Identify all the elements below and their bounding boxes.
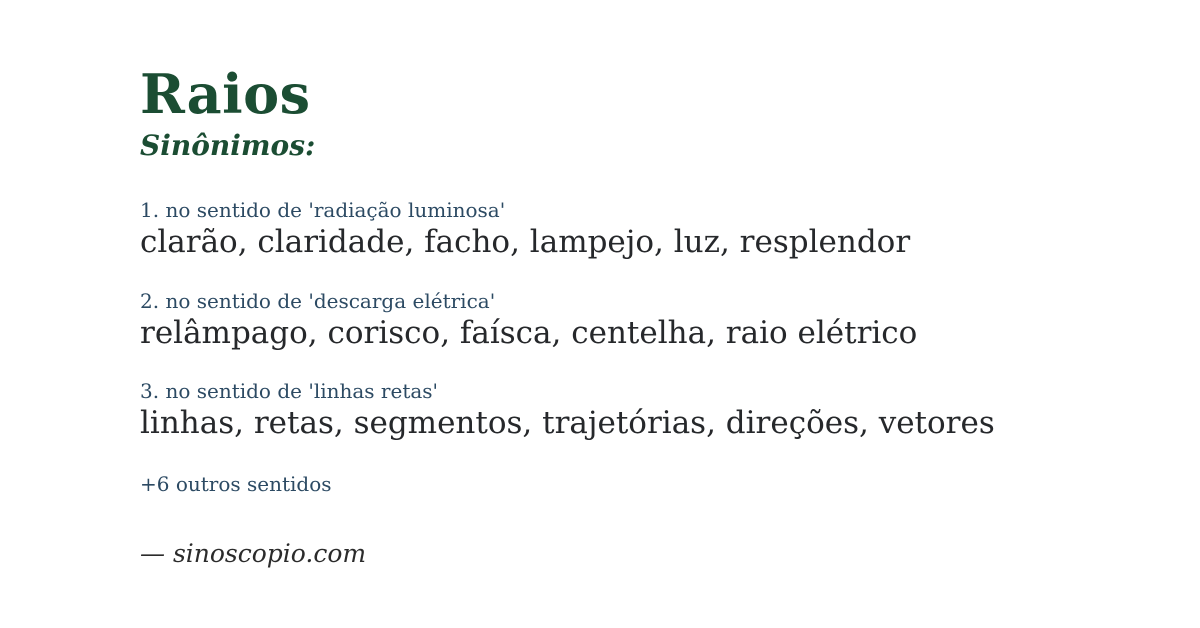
sense-group-2 bbox=[140, 289, 1140, 352]
sense-synonyms: linhas, retas, segmentos, trajetórias, direções, vetores bbox=[140, 405, 995, 442]
sense-synonyms: clarão, claridade, facho, lampejo, luz, resplendor bbox=[140, 223, 911, 260]
source-attribution: — sinoscopio.com bbox=[140, 538, 367, 568]
sense-label: 3. no sentido de 'linhas retas' bbox=[140, 379, 439, 404]
senses-list bbox=[140, 198, 1140, 442]
sense-group-3 bbox=[140, 379, 1140, 442]
subtitle: Sinônimos: bbox=[140, 128, 316, 162]
more-senses-link[interactable]: +6 outros sentidos bbox=[140, 471, 332, 496]
sense-synonyms: relâmpago, corisco, faísca, centelha, raio elétrico bbox=[140, 314, 918, 351]
sense-group-1 bbox=[140, 198, 1140, 261]
sense-label: 2. no sentido de 'descarga elétrica' bbox=[140, 288, 496, 313]
page-title: Raios bbox=[140, 62, 311, 126]
sense-label: 1. no sentido de 'radiação luminosa' bbox=[140, 197, 506, 222]
